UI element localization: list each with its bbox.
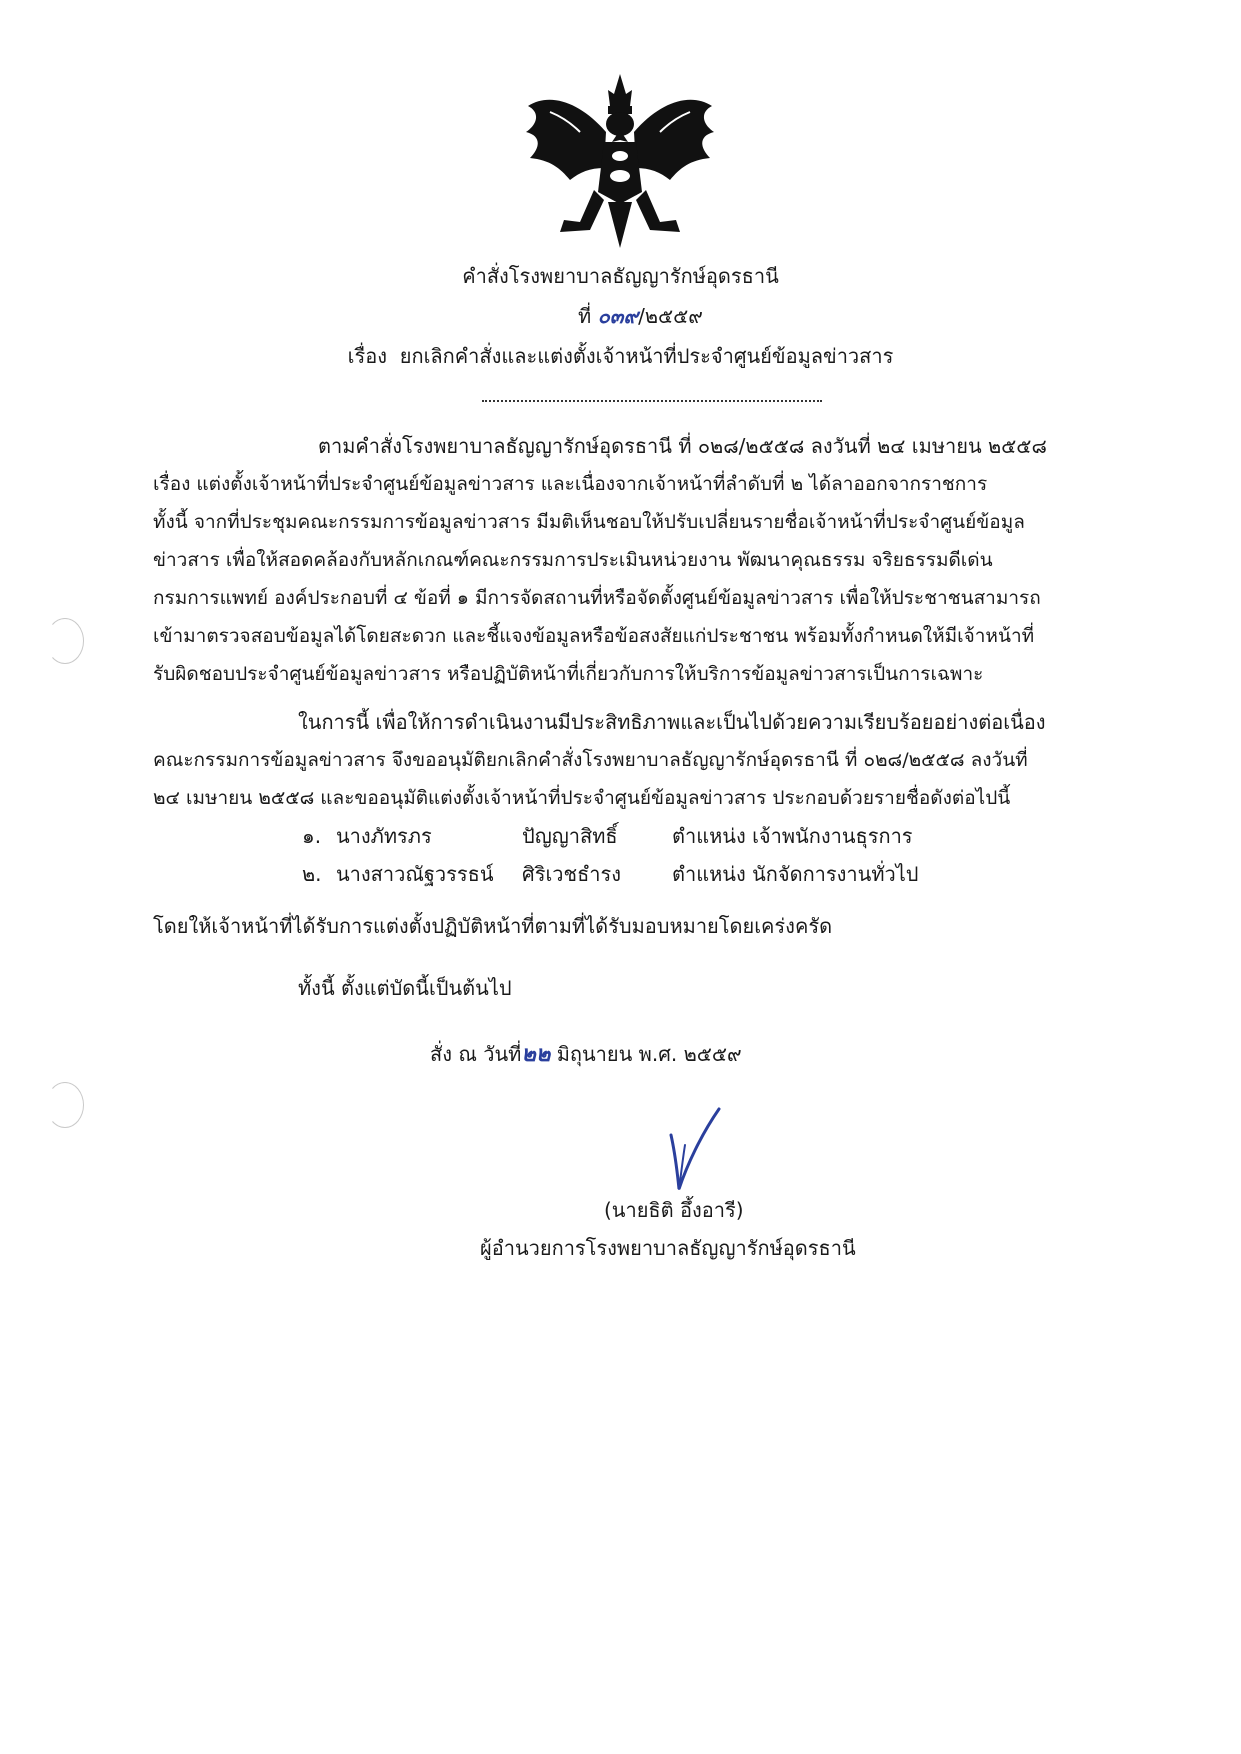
date-day-handwritten: ๒๒: [521, 1042, 551, 1067]
effective-line: ทั้งนี้ ตั้งแต่บัดนี้เป็นต้นไป: [298, 976, 512, 1000]
punch-hole: [46, 1082, 84, 1128]
date-suffix: มิถุนายน พ.ศ. ๒๕๕๙: [556, 1042, 742, 1066]
punch-hole: [46, 618, 84, 664]
order-number: [20, 302, 1241, 330]
paragraph2-line: คณะกรรมการข้อมูลข่าวสาร จึงขออนุมัติยกเลิกคำสั่งโรงพยาบาลธัญญารักษ์อุดรธานี ที่ ๐๒๘/๒๕๕๘ ลงวันที่: [153, 749, 1028, 771]
staff-name: นางภัทรภร: [336, 824, 432, 848]
order-number-handwritten: ๐๓๙: [597, 304, 639, 328]
paragraph1-line: รับผิดชอบประจำศูนย์ข้อมูลข่าวสาร หรือปฏิบัติหน้าที่เกี่ยวกับการให้บริการข้อมูลข่าวสารเป็นการเฉพาะ: [153, 663, 984, 685]
staff-position: ตำแหน่ง เจ้าพนักงานธุรการ: [672, 824, 913, 848]
signatory-title: ผู้อำนวยการโรงพยาบาลธัญญารักษ์อุดรธานี: [480, 1236, 856, 1260]
paragraph1-line: ตามคำสั่งโรงพยาบาลธัญญารักษ์อุดรธานี ที่ ๐๒๘/๒๕๕๘ ลงวันที่ ๒๔ เมษายน ๒๕๕๘: [318, 434, 1047, 458]
staff-position: ตำแหน่ง นักจัดการงานทั่วไป: [672, 862, 919, 886]
subject-text: ยกเลิกคำสั่งและแต่งตั้งเจ้าหน้าที่ประจำศูนย์ข้อมูลข่าวสาร: [399, 344, 894, 368]
order-subject: [0, 342, 1241, 370]
order-number-suffix: /๒๕๕๙: [638, 304, 703, 328]
paragraph2-line: ๒๔ เมษายน ๒๕๕๘ และขออนุมัติแต่งตั้งเจ้าหน้าที่ประจำศูนย์ข้อมูลข่าวสาร ประกอบด้วยรายชื่อดังต่อไปนี้: [153, 787, 1011, 809]
order-title: คำสั่งโรงพยาบาลธัญญารักษ์อุดรธานี: [462, 264, 779, 288]
paragraph2-line: ในการนี้ เพื่อให้การดำเนินงานมีประสิทธิภาพและเป็นไปด้วยความเรียบร้อยอย่างต่อเนื่อง: [298, 710, 1046, 734]
garuda-emblem-icon: [520, 72, 720, 250]
subject-label: เรื่อง: [347, 344, 388, 368]
staff-index: ๒.: [302, 862, 322, 886]
date-prefix: สั่ง ณ วันที่: [430, 1042, 522, 1066]
staff-name: นางสาวณัฐวรรธน์: [336, 862, 494, 886]
staff-index: ๑.: [302, 824, 322, 848]
signature-mark: [665, 1105, 725, 1195]
paragraph1-line: เข้ามาตรวจสอบข้อมูลได้โดยสะดวก และชี้แจงข้อมูลหรือข้อสงสัยแก่ประชาชน พร้อมทั้งกำหนดให้มีเจ้าหน้าที่: [153, 625, 1035, 647]
dotted-separator: [482, 400, 822, 402]
staff-surname: ศิริเวชธำรง: [522, 862, 622, 886]
duty-line: โดยให้เจ้าหน้าที่ได้รับการแต่งตั้งปฏิบัติหน้าที่ตามที่ได้รับมอบหมายโดยเคร่งครัด: [153, 914, 833, 938]
order-number-prefix: ที่: [578, 304, 592, 328]
signatory-name: (นายธิติ อึ้งอารี): [604, 1198, 744, 1222]
paragraph1-line: กรมการแพทย์ องค์ประกอบที่ ๔ ข้อที่ ๑ มีการจัดสถานที่หรือจัดตั้งศูนย์ข้อมูลข่าวสาร เพื่อให้ประชาชนสามารถ: [153, 587, 1041, 609]
order-date: [430, 1040, 742, 1069]
staff-surname: ปัญญาสิทธิ์: [522, 824, 618, 848]
paragraph1-line: ทั้งนี้ จากที่ประชุมคณะกรรมการข้อมูลข่าวสาร มีมติเห็นชอบให้ปรับเปลี่ยนรายชื่อเจ้าหน้าที่ประจำศูนย์ข้อมูล: [153, 511, 1025, 533]
paragraph1-line: เรื่อง แต่งตั้งเจ้าหน้าที่ประจำศูนย์ข้อมูลข่าวสาร และเนื่องจากเจ้าหน้าที่ลำดับที่ ๒ ได้ลาออกจากราชการ: [153, 473, 988, 495]
paragraph1-line: ข่าวสาร เพื่อให้สอดคล้องกับหลักเกณฑ์คณะกรรมการประเมินหน่วยงาน พัฒนาคุณธรรม จริยธรรมดีเด่น: [153, 549, 993, 571]
